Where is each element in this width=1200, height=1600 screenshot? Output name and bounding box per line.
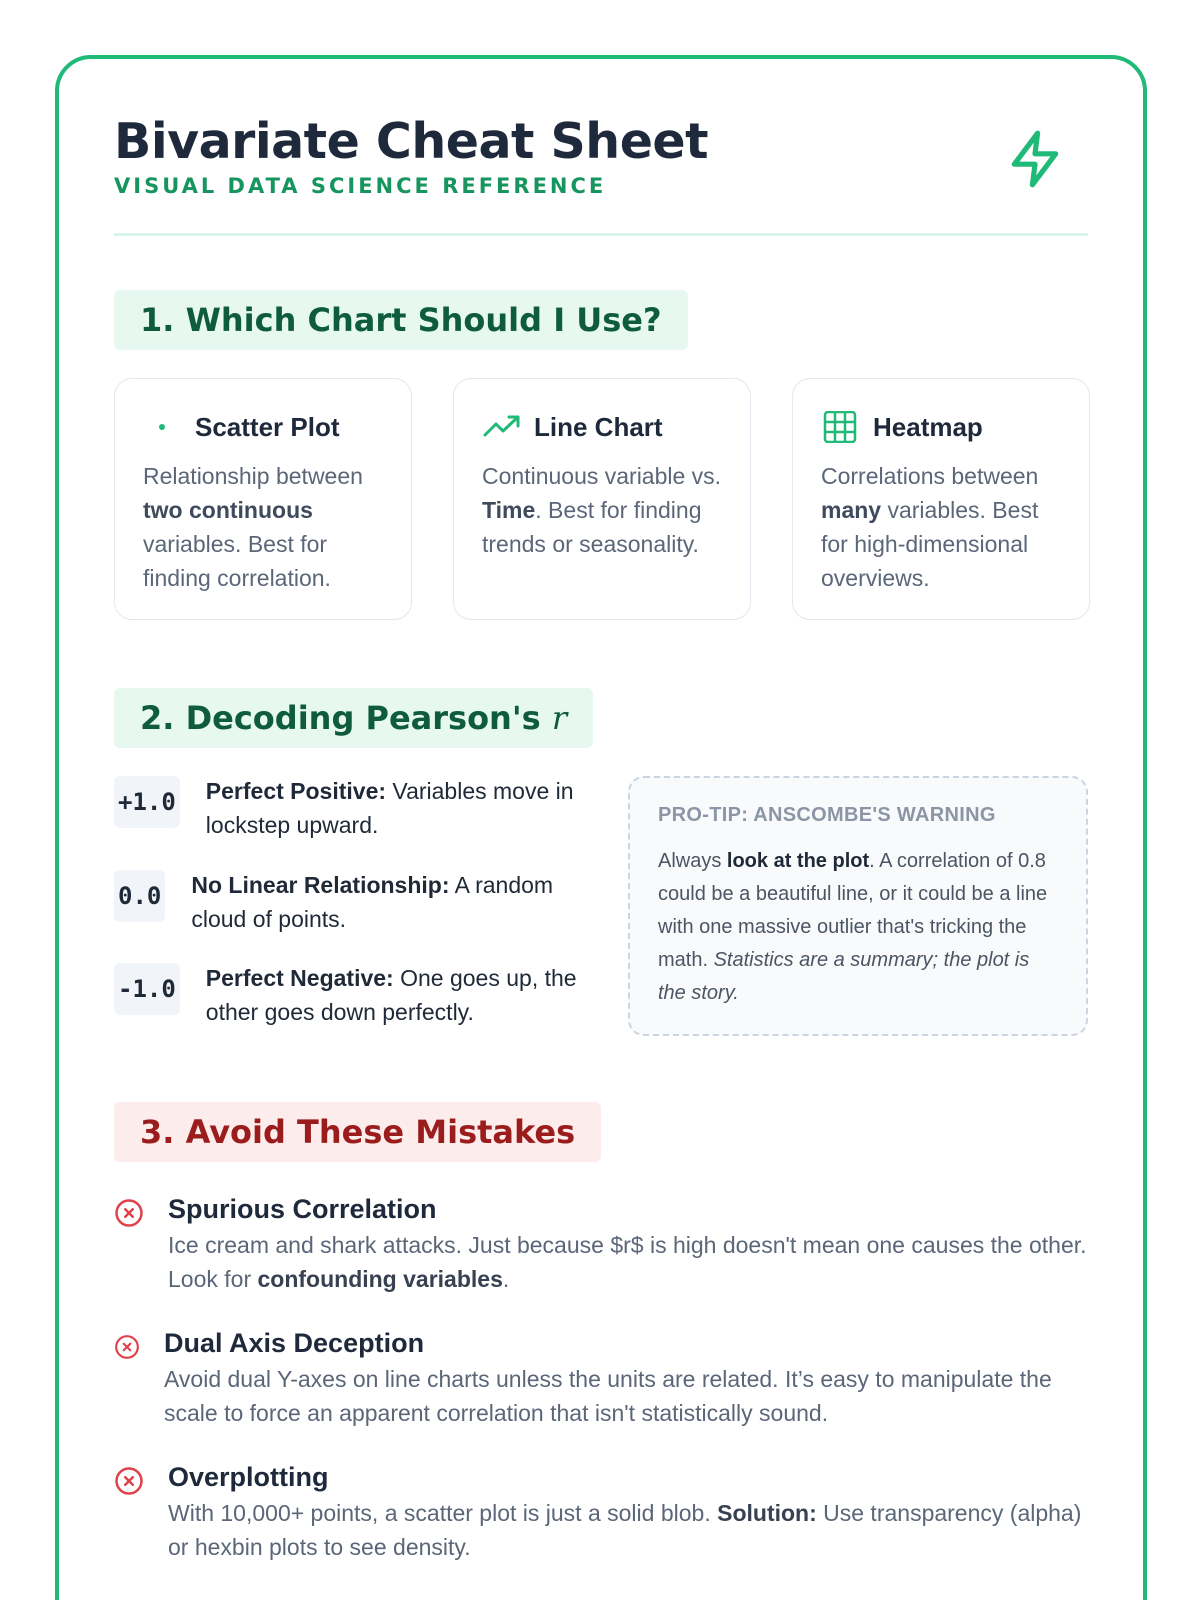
r-value-badge: 0.0 [114,870,165,922]
chart-card-title: Scatter Plot [195,411,340,442]
header [114,112,1088,236]
trending-up-icon [482,411,522,443]
pro-tip-body: Always look at the plot. A correlation of 0.8 could be a beautiful line, or it could be a line with one massive outlier that's tricking the math. Statistics are a summary; the plot is the story. [658,850,1048,1004]
pro-tip-callout [628,776,1088,1036]
mistake-item-dual-axis [114,1326,1088,1430]
chart-card-heatmap [792,378,1090,620]
chart-card-title: Line Chart [534,411,663,442]
r-value-description: No Linear Relationship: A random cloud of points. [191,872,554,932]
dot-icon [143,411,183,443]
mistake-title: Dual Axis Deception [164,1328,425,1358]
chart-card-scatter [114,378,412,620]
r-value-row-zero [114,868,592,936]
r-value-badge: +1.0 [114,776,180,828]
page-subtitle: VISUAL DATA SCIENCE REFERENCE [114,174,607,198]
grid-icon [821,411,861,443]
chart-card-line [453,378,751,620]
r-value-badge: -1.0 [114,963,180,1015]
page-title: Bivariate Cheat Sheet [114,113,709,170]
mistake-item-spurious [114,1192,1088,1296]
mistake-title: Spurious Correlation [168,1194,437,1224]
lightning-bolt-icon [1004,126,1066,192]
mistake-title: Overplotting [168,1462,329,1492]
x-circle-icon [114,1334,140,1360]
header-divider [114,233,1088,236]
chart-card-title: Heatmap [873,411,983,442]
x-circle-icon [114,1198,144,1228]
section-heading-mistakes: 3. Avoid These Mistakes [114,1102,601,1162]
pro-tip-title: PRO-TIP: ANSCOMBE'S WARNING [658,804,996,826]
mistake-description: With 10,000+ points, a scatter plot is just a solid blob. Solution: Use transparency (alpha) or hexbin plots to see density. [168,1500,1082,1560]
r-value-description: Perfect Positive: Variables move in lockstep upward. [205,778,574,838]
chart-card-description: Correlations between many variables. Best for high-dimensional overviews. [821,463,1039,591]
r-symbol: r [551,699,568,737]
chart-card-description: Relationship between two continuous variables. Best for finding correlation. [143,463,363,591]
mistake-description: Ice cream and shark attacks. Just because $r$ is high doesn't mean one causes the other. Look for confounding variables. [168,1232,1087,1292]
chart-card-description: Continuous variable vs. Time. Best for finding trends or seasonality. [482,463,722,557]
x-circle-icon [114,1466,144,1496]
section-heading-chart-choice: 1. Which Chart Should I Use? [114,290,688,350]
r-value-row-negative [114,961,584,1029]
mistake-description: Avoid dual Y-axes on line charts unless the units are related. It’s easy to manipulate the scale to force an apparent correlation that isn't statistically sound. [164,1366,1052,1426]
section-heading-pearson: 2. Decoding Pearson's r [114,688,593,748]
r-value-description: Perfect Negative: One goes up, the other goes down perfectly. [205,965,577,1025]
r-value-row-positive [114,774,584,842]
mistake-item-overplotting [114,1460,1088,1564]
